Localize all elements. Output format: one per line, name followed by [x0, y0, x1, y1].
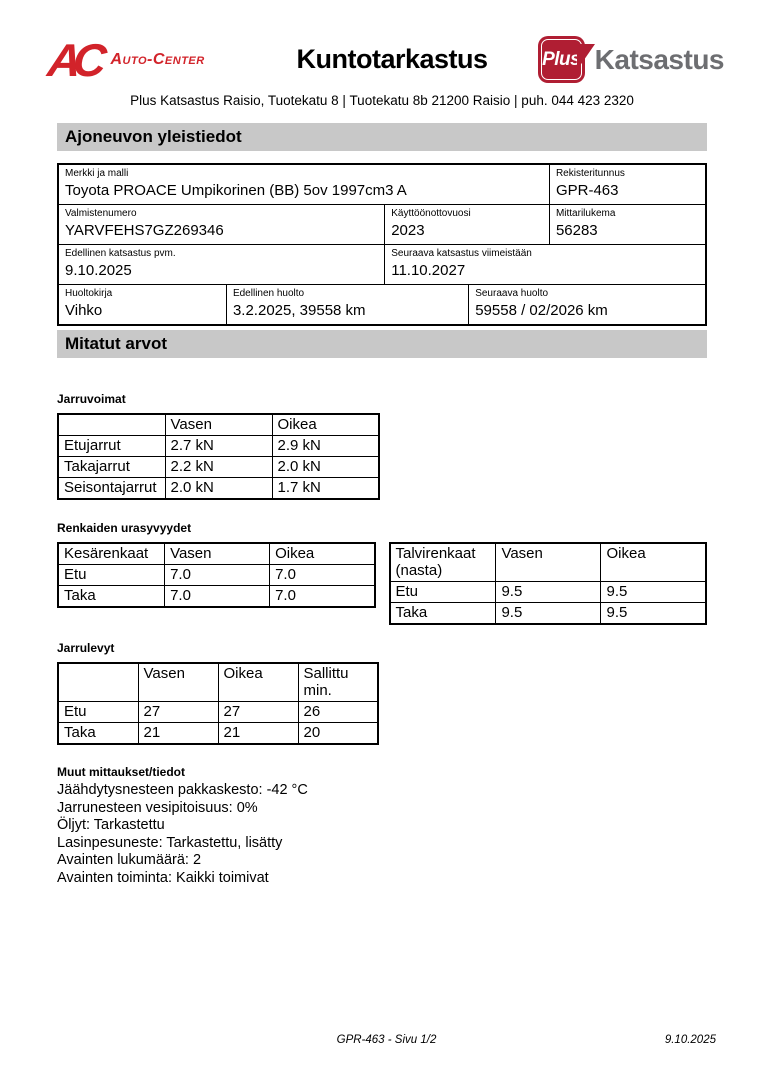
- field-value: Toyota PROACE Umpikorinen (BB) 5ov 1997cm3 A: [65, 182, 407, 199]
- field-edellinen-katsastus: [59, 245, 385, 284]
- footer-page-indicator: GPR-463 - Sivu 1/2: [336, 1034, 437, 1046]
- field-label: Edellinen huolto: [232, 288, 305, 299]
- cell-value: 27: [218, 702, 298, 723]
- table-row: [58, 436, 379, 457]
- cell-value: 2.7 kN: [165, 436, 272, 457]
- field-label: Valmistenumero: [65, 208, 137, 219]
- header-cell: Vasen: [165, 414, 272, 436]
- page-footer: [57, 1034, 716, 1046]
- field-label: Edellinen katsastus pvm.: [65, 248, 176, 259]
- cell-value: 7.0: [165, 586, 270, 608]
- field-valmistenumero: [59, 205, 385, 244]
- field-rekisteritunnus: [550, 165, 705, 204]
- measurement-line: Öljyt: Tarkastettu: [57, 817, 165, 833]
- other-measurements-list: [57, 782, 707, 887]
- row-label: Etu: [58, 702, 138, 723]
- header-cell: [58, 414, 165, 436]
- cell-value: 2.0 kN: [165, 478, 272, 500]
- brake-forces-table: [57, 413, 380, 500]
- section-title-measured-values: Mitatut arvot: [57, 330, 707, 358]
- header-cell: [58, 663, 138, 702]
- table-header-row: [58, 543, 375, 565]
- field-huoltokirja: [59, 285, 227, 324]
- cell-value: 9.5: [601, 582, 706, 603]
- row-label: Takajarrut: [58, 457, 165, 478]
- katsastus-name: Katsastus: [594, 43, 724, 75]
- page-title: Kuntotarkastus: [296, 44, 488, 74]
- cell-value: 20: [298, 723, 378, 745]
- table-row: [58, 702, 378, 723]
- field-value: 2023: [391, 222, 425, 239]
- winter-tires-table: [389, 542, 708, 625]
- plus-badge-icon: [538, 36, 585, 83]
- row-label: Seisontajarrut: [58, 478, 165, 500]
- header-cell: Talvirenkaat (nasta): [390, 543, 496, 582]
- header-cell: Oikea: [270, 543, 375, 565]
- cell-value: 27: [138, 702, 218, 723]
- vehicle-info-table: [57, 163, 707, 326]
- cell-value: 2.2 kN: [165, 457, 272, 478]
- measurement-line: Jarrunesteen vesipitoisuus: 0%: [57, 799, 258, 816]
- brake-discs-heading: Jarrulevyt: [57, 641, 115, 655]
- cell-value: 9.5: [496, 603, 601, 625]
- cell-value: 21: [218, 723, 298, 745]
- field-label: Käyttöönottovuosi: [391, 208, 471, 219]
- tire-depths-heading: Renkaiden urasyvyydet: [57, 521, 192, 535]
- field-label: Rekisteritunnus: [555, 168, 625, 179]
- table-header-row: [58, 663, 378, 702]
- station-address: Plus Katsastus Raisio, Tuotekatu 8 | Tuotekatu 8b 21200 Raisio | puh. 044 423 2320: [130, 93, 634, 108]
- table-row: [58, 565, 375, 586]
- header: [0, 0, 764, 86]
- auto-center-logo: [45, 33, 248, 86]
- cell-value: 7.0: [270, 586, 375, 608]
- header-cell: Kesärenkaat: [58, 543, 165, 565]
- header-cell: Oikea: [601, 543, 706, 582]
- measurement-line: Jäähdytysnesteen pakkaskesto: -42 °C: [57, 782, 308, 798]
- field-label: Mittarilukema: [555, 208, 616, 219]
- plus-katsastus-logo: [536, 36, 724, 83]
- field-label: Seuraava huolto: [475, 288, 549, 299]
- table-header-row: [390, 543, 707, 582]
- header-cell: Sallittu min.: [298, 663, 378, 702]
- cell-value: 1.7 kN: [272, 478, 379, 500]
- plus-badge-tail-icon: [577, 44, 595, 70]
- field-value: 56283: [555, 222, 598, 239]
- field-label: Seuraava katsastus viimeistään: [391, 248, 532, 259]
- header-cell: Oikea: [218, 663, 298, 702]
- table-row: [59, 285, 705, 324]
- row-label: Etujarrut: [58, 436, 165, 457]
- brake-discs-table: [57, 662, 379, 745]
- cell-value: 2.9 kN: [272, 436, 379, 457]
- header-cell: Oikea: [272, 414, 379, 436]
- measurement-line: Lasinpesuneste: Tarkastettu, lisätty: [57, 834, 283, 851]
- header-cell: Vasen: [496, 543, 601, 582]
- field-value: 11.10.2027: [391, 262, 466, 279]
- measurement-line: Avainten lukumäärä: 2: [57, 852, 202, 868]
- brake-forces-heading: Jarruvoimat: [57, 392, 126, 406]
- row-label: Taka: [58, 723, 138, 745]
- other-measurements-heading: Muut mittaukset/tiedot: [57, 765, 185, 779]
- header-cell: Vasen: [138, 663, 218, 702]
- table-header-row: [58, 414, 379, 436]
- field-edellinen-huolto: [227, 285, 469, 324]
- table-row: [390, 603, 707, 625]
- table-row: [58, 457, 379, 478]
- field-value: 9.10.2025: [65, 262, 132, 279]
- section-title-vehicle-info: Ajoneuvon yleistiedot: [57, 123, 707, 151]
- table-row: [58, 586, 375, 608]
- row-label: Etu: [58, 565, 165, 586]
- cell-value: 7.0: [165, 565, 270, 586]
- auto-center-monogram-icon: AC: [45, 33, 102, 86]
- field-seuraava-huolto: [469, 285, 705, 324]
- field-value: YARVFEHS7GZ269346: [65, 222, 224, 239]
- measurement-line: Avainten toiminta: Kaikki toimivat: [57, 869, 269, 886]
- field-value: GPR-463: [555, 182, 619, 199]
- auto-center-name: Auto-Center: [110, 50, 205, 68]
- field-value: 3.2.2025, 39558 km: [232, 302, 366, 319]
- cell-value: 2.0 kN: [272, 457, 379, 478]
- field-seuraava-katsastus: [385, 245, 705, 284]
- field-merkki-ja-malli: [59, 165, 550, 204]
- table-row: [59, 245, 705, 285]
- table-row: [58, 723, 378, 745]
- table-row: [59, 205, 705, 245]
- row-label: Taka: [390, 603, 496, 625]
- table-row: [58, 478, 379, 500]
- field-mittarilukema: [550, 205, 705, 244]
- footer-date: 9.10.2025: [664, 1034, 716, 1046]
- cell-value: 9.5: [601, 603, 706, 625]
- table-row: [390, 582, 707, 603]
- row-label: Taka: [58, 586, 165, 608]
- cell-value: 9.5: [496, 582, 601, 603]
- header-cell: Vasen: [165, 543, 270, 565]
- field-kayttoonottovuosi: [385, 205, 550, 244]
- row-label: Etu: [390, 582, 496, 603]
- table-row: [59, 165, 705, 205]
- field-value: 59558 / 02/2026 km: [475, 302, 608, 319]
- plus-badge-label: Plus: [542, 48, 581, 70]
- cell-value: 21: [138, 723, 218, 745]
- cell-value: 7.0: [270, 565, 375, 586]
- field-label: Merkki ja malli: [65, 168, 129, 179]
- cell-value: 26: [298, 702, 378, 723]
- tire-tables-row: [57, 535, 707, 625]
- field-label: Huoltokirja: [65, 288, 113, 299]
- summer-tires-table: [57, 542, 376, 608]
- field-value: Vihko: [65, 302, 103, 319]
